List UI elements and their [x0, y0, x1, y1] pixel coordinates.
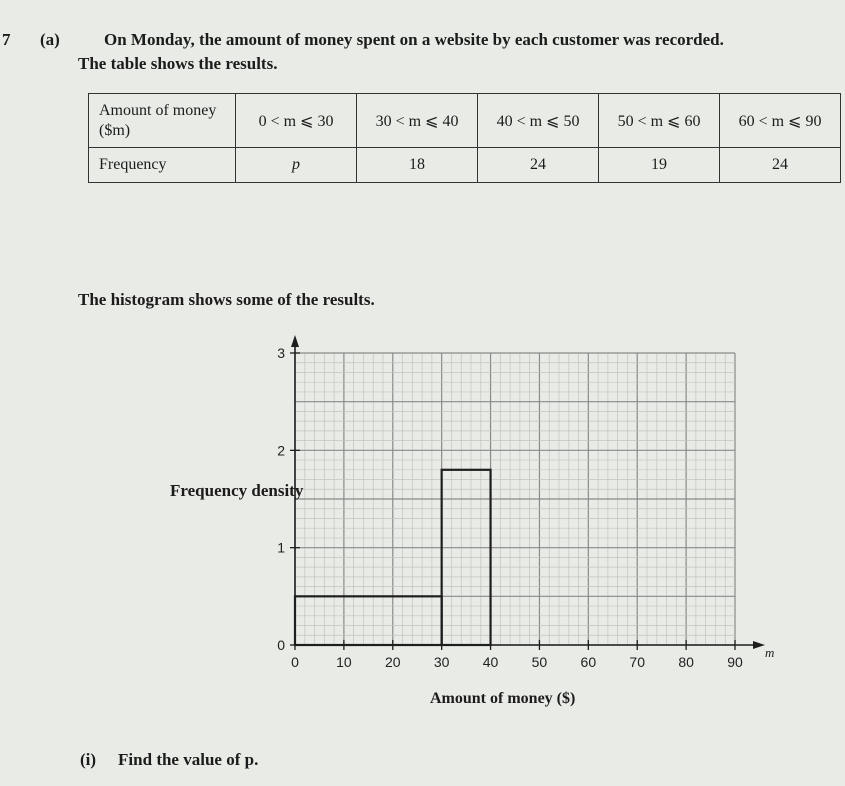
x-axis-label: Amount of money ($) — [430, 690, 576, 707]
interval-cell: 30 < m ⩽ 40 — [357, 94, 478, 148]
row-header-amount: Amount of money ($m) — [89, 94, 236, 148]
histogram-bar — [295, 596, 442, 645]
y-tick-label: 3 — [277, 345, 285, 361]
question-intro-line1: On Monday, the amount of money spent on a website by each customer was recorded. — [104, 30, 724, 49]
frequency-cell: 24 — [478, 148, 599, 183]
y-axis-label: Frequency density — [170, 481, 304, 500]
x-tick-label: 70 — [629, 654, 646, 670]
frequency-cell: 18 — [357, 148, 478, 183]
row-header-frequency: Frequency — [89, 148, 236, 183]
x-tick-label: 80 — [678, 654, 694, 670]
x-tick-label: 0 — [291, 654, 299, 670]
interval-cell: 0 < m ⩽ 30 — [236, 94, 357, 148]
interval-cell: 50 < m ⩽ 60 — [599, 94, 720, 148]
sub-question — [80, 750, 258, 770]
y-tick-label: 1 — [277, 539, 285, 556]
interval-cell: 60 < m ⩽ 90 — [720, 94, 841, 148]
x-tick-label: 30 — [433, 654, 450, 670]
x-variable-label: m — [765, 645, 775, 660]
y-axis-arrow-icon — [291, 335, 299, 347]
question-number: 7 — [2, 30, 11, 49]
frequency-cell: 24 — [720, 148, 841, 183]
x-tick-label: 10 — [336, 654, 352, 670]
frequency-cell: 19 — [599, 148, 720, 183]
part-label: (a) — [40, 30, 60, 49]
x-tick-label: 50 — [531, 654, 548, 670]
x-tick-label: 90 — [727, 654, 743, 670]
interval-cell: 40 < m ⩽ 50 — [478, 94, 599, 148]
x-axis-arrow-icon — [753, 641, 765, 649]
frequency-cell: p — [236, 148, 357, 183]
question-intro-line2: The table shows the results. — [78, 54, 278, 73]
y-tick-label: 0 — [277, 637, 285, 653]
sub-question-text: Find the value of p. — [118, 750, 259, 769]
sub-question-number: (i) — [80, 750, 97, 769]
y-tick-label: 2 — [277, 442, 285, 459]
x-tick-label: 60 — [580, 654, 597, 670]
x-tick-label: 20 — [384, 654, 401, 670]
histogram-intro: The histogram shows some of the results. — [78, 290, 375, 309]
x-tick-label: 40 — [482, 654, 499, 670]
